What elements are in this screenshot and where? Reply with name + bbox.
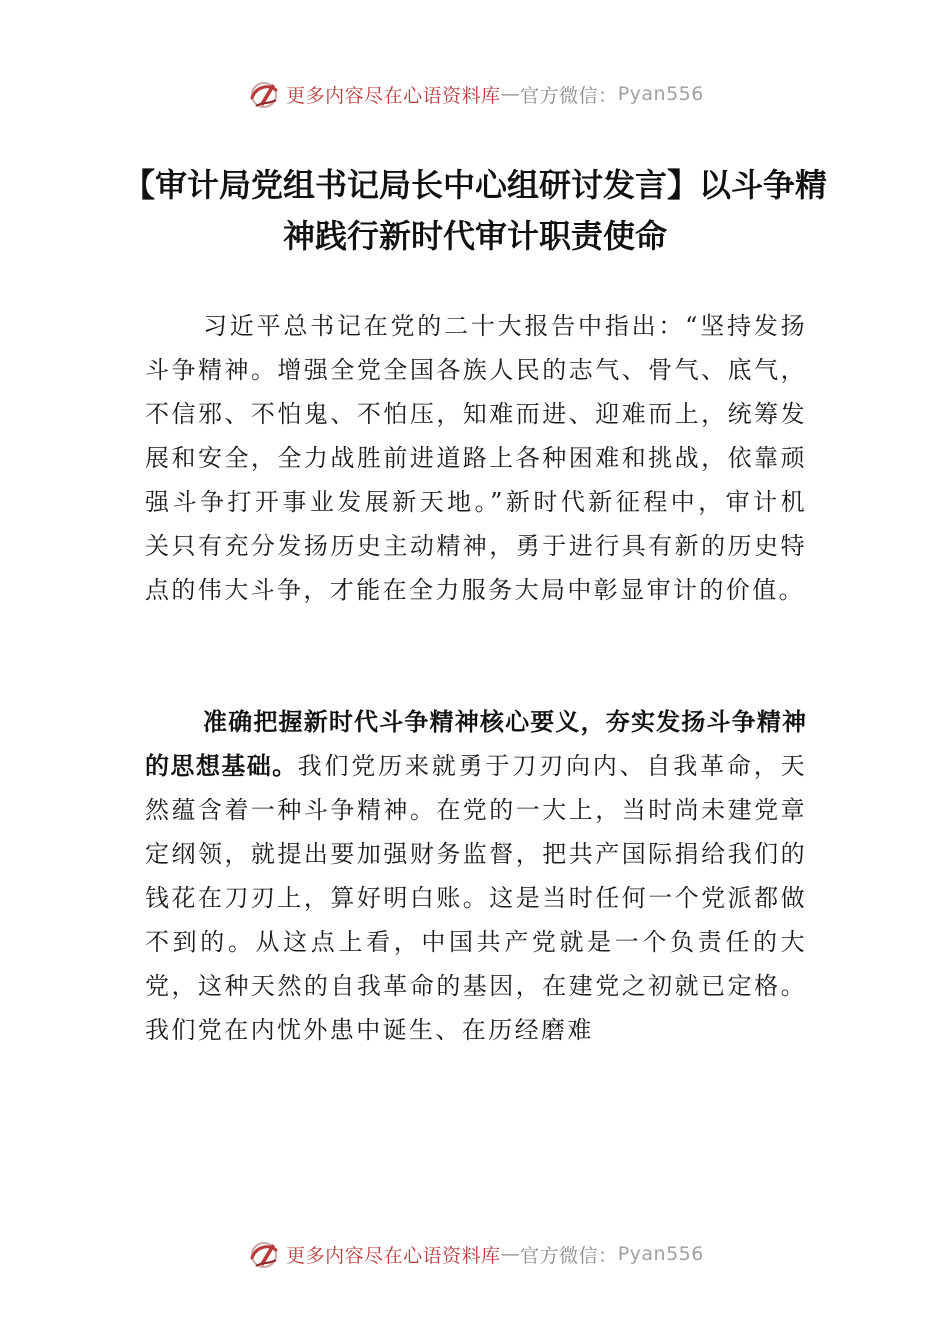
body-paragraph-1: [145, 304, 807, 612]
banner-library-text: 更多内容尽在心语资料库: [286, 84, 501, 107]
banner-wechat-id: Pyan556: [617, 1243, 704, 1265]
banner-dash: —: [500, 83, 521, 105]
header-banner: [0, 72, 950, 116]
pen-nib-swirl-logo: [246, 1236, 282, 1272]
footer-banner: [0, 1232, 950, 1276]
paragraph-lead-2: 准确把握新时代斗争精神核心要义，夯实发扬斗争精神的思想基础。: [145, 708, 807, 780]
paragraph-text-2: 我们党历来就勇于刀刃向内、自我革命，天然蕴含着一种斗争精神。在党的一大上，当时尚未建党章定纲领，就提出要加强财务监督，把共产国际捐给我们的钱花在刀刃上，算好明白账。这是当时任何一个党派都做不到的。从这点上看，中国共产党就是一个负责任的大党，这种天然的自我革命的基因，在建党之初就已定格。我们党在内忧外患中诞生、在历经磨难: [145, 752, 808, 1044]
banner-dash: —: [500, 1243, 521, 1265]
banner-wechat-id: Pyan556: [617, 83, 704, 105]
document-title: 【审计局党组书记局长中心组研讨发言】以斗争精神践行新时代审计职责使命: [122, 166, 827, 255]
body-paragraph-2: [145, 700, 807, 1052]
paragraph-text-1: 习近平总书记在党的二十大报告中指出：“坚持发扬斗争精神。增强全党全国各族人民的志气、骨气、底气，不信邪、不怕鬼、不怕压，知难而进、迎难而上，统筹发展和安全，全力战胜前进道路上各种困难和挑战，依靠顽强斗争打开事业发展新天地。”新时代新征程中，审计机关只有充分发扬历史主动精神，勇于进行具有新的历史特点的伟大斗争，才能在全力服务大局中彰显审计的价值。: [145, 312, 807, 604]
pen-nib-swirl-logo: [246, 76, 282, 112]
banner-wechat-label: 官方微信：: [520, 84, 618, 107]
banner-wechat-label: 官方微信：: [520, 1244, 618, 1267]
banner-library-text: 更多内容尽在心语资料库: [286, 1244, 501, 1267]
